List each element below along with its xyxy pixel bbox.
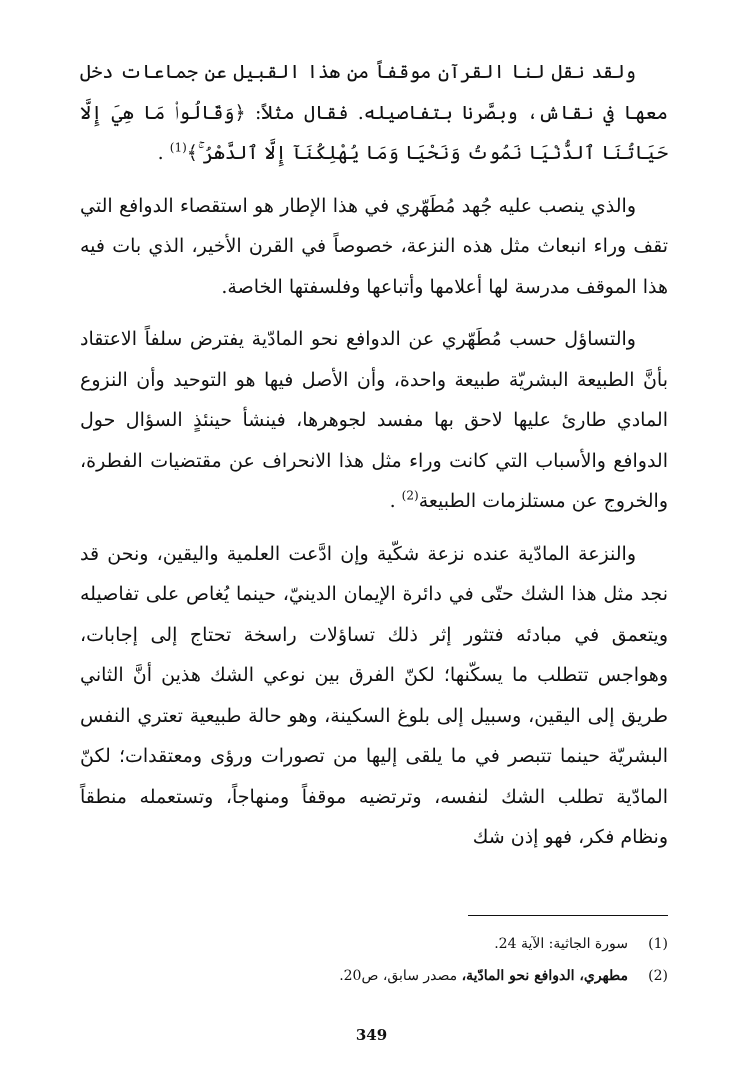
paragraph-4 <box>80 534 668 858</box>
footnote-2-text: مصدر سابق، ص20. <box>339 968 462 984</box>
paragraph-1 <box>80 52 668 174</box>
footnote-1-text: سورة الجاثية: الآية 24. <box>494 936 628 952</box>
footnote-ref-2: (2) <box>401 488 419 503</box>
footnote-ref-1: (1) <box>169 140 187 155</box>
footnote-2-number: (2) <box>648 968 668 984</box>
footnote-1-number: (1) <box>648 936 668 952</box>
paragraph-1-text: ولقد نقل لنا القرآن موقفاً من هذا القبيل عن جماعات دخل معها في نقاش، وبصَّرنا بتفاصيله. فقال مثلاً: ﴿وَقَالُوا۟ مَا هِيَ إِلَّا حَيَاتُنَا ٱلدُّنْيَا نَمُوتُ وَنَحْيَا وَمَا يُهْلِكُنَآ إِلَّا ٱلدَّهْرُ ۚ﴾ <box>80 61 668 164</box>
paragraph-3-text: والتساؤل حسب مُطَهّري عن الدوافع نحو المادّية يفترض سلفاً الاعتقاد بأنَّ الطبيعة البشريّة طبيعة واحدة، وأن الأصل فيها هو التوحيد وأن النزوع المادي طارئ عليها لاحق بها مفسد لجوهرها، فينشأ حينئذٍ السؤال حول الدوافع والأسباب التي كانت وراء مثل هذا الانحراف عن مقتضيات الفطرة، والخروج عن مستلزمات الطبيعة <box>80 328 668 512</box>
footnote-2-title: مطهري، الدوافع نحو المادّية، <box>461 968 628 984</box>
paragraph-4-text: والنزعة المادّية عنده نزعة شكّية وإن ادَّعت العلمية واليقين، ونحن قد نجد مثل هذا الشك حتّى في دائرة الإيمان الدينيّ، حينما يُغاص على تفاصيله ويتعمق في مبادئه فتثور إثر ذلك تساؤلات راسخة تحتاج إلى إجابات، وهواجس تتطلب ما يسكّنها؛ لكنّ الفرق بين نوعي الشك هذين أنَّ الثاني طريق إلى اليقين، وسبيل إلى بلوغ السكينة، وهو حالة طبيعية تعتري النفس البشريّة حينما تتبصر في ما يلقى إليها من تصورات ورؤى ومعتقدات؛ لكنّ المادّية تطلب الشك لنفسه، وترتضيه موقفاً ومنهاجاً، وتستعمله منطقاً ونظام فكر، فهو إذن شك <box>80 542 668 848</box>
page-body <box>80 52 668 870</box>
paragraph-3-tail: . <box>389 490 396 512</box>
footnotes <box>80 928 668 992</box>
paragraph-2-text: والذي ينصب عليه جُهد مُطَهّري في هذا الإطار هو استقصاء الدوافع التي تقف وراء انبعاث مثل هذه النزعة، خصوصاً في القرن الأخير، الذي بات فيه هذا الموقف مدرسة لها أعلامها وأتباعها وفلسفتها الخاصة. <box>80 194 668 298</box>
paragraph-2 <box>80 186 668 308</box>
paragraph-1-tail: . <box>157 142 164 164</box>
paragraph-3 <box>80 319 668 522</box>
footnote-2 <box>80 960 668 992</box>
footnote-divider <box>468 915 668 916</box>
footnote-2-content <box>339 960 628 992</box>
footnote-1 <box>80 928 668 960</box>
page-number: 349 <box>355 1026 388 1044</box>
